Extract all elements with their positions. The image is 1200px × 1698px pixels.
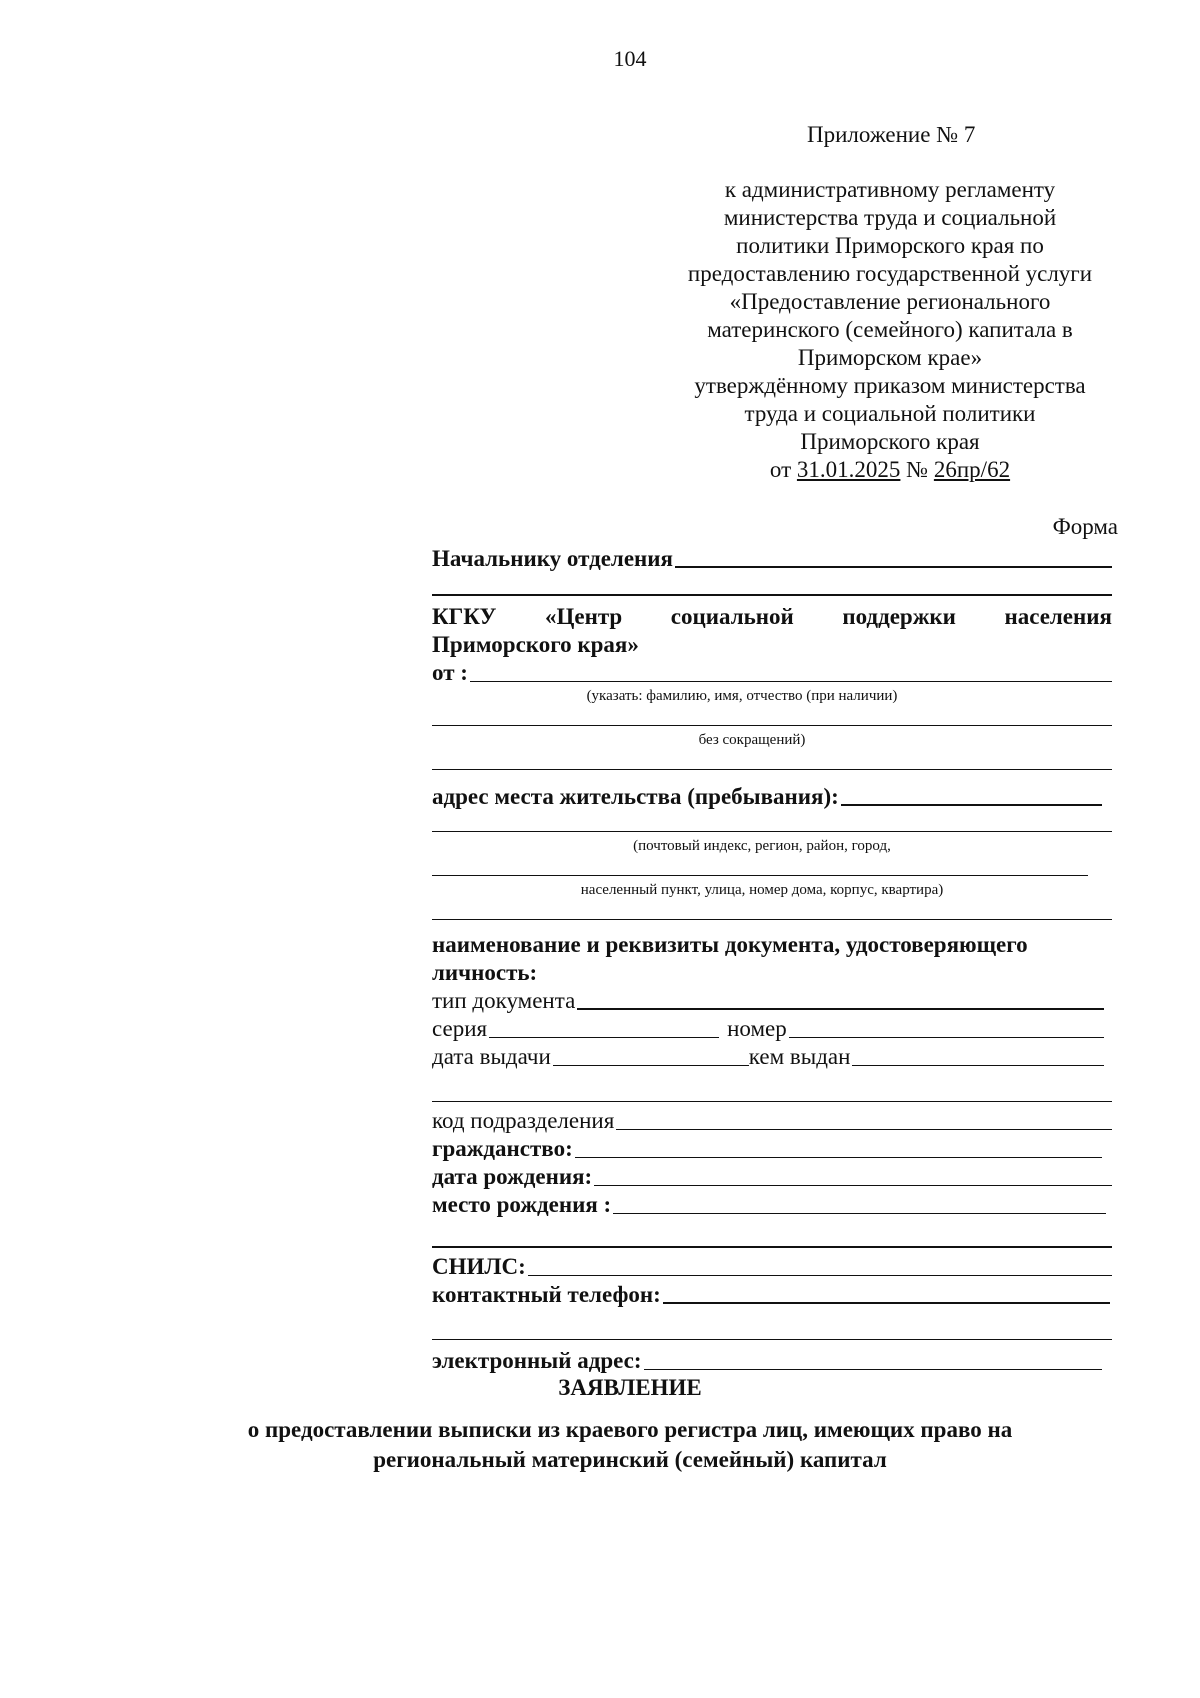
date-prefix: от: [769, 457, 792, 482]
issued-by-row-2: [432, 1070, 1112, 1106]
approval-line: предоставлению государственной услуги: [687, 261, 1093, 286]
email-label: электронный адрес:: [432, 1348, 642, 1373]
org-row: [432, 602, 1112, 630]
issue-row: [432, 1042, 1112, 1070]
issued-by-field-2[interactable]: [432, 1101, 1112, 1102]
address-row-2: [432, 810, 1112, 836]
approval-line: Приморском крае»: [797, 345, 983, 370]
appendix-title: Приложение № 7: [807, 122, 976, 147]
hint-fio: (указать: фамилию, имя, отчество (при наличии): [586, 688, 898, 704]
address-row-3: [432, 856, 1112, 880]
phone-row-2: [432, 1308, 1112, 1344]
id-doc-row-2: [432, 958, 1112, 986]
approval-line: к административному регламенту: [724, 177, 1056, 202]
address-field[interactable]: [841, 804, 1102, 806]
email-field[interactable]: [644, 1369, 1102, 1370]
fio-field-2[interactable]: [432, 725, 1112, 726]
head-label: Начальнику отделения: [432, 546, 673, 571]
approval-line: министерства труда и социальной: [723, 205, 1057, 230]
number-label: номер: [727, 1016, 787, 1041]
address-label: адрес места жительства (пребывания):: [432, 784, 839, 809]
from-label: от :: [432, 660, 468, 685]
birth-date-label: дата рождения:: [432, 1164, 593, 1189]
order-date: 31.01.2025: [796, 457, 901, 482]
snils-label: СНИЛС:: [432, 1254, 526, 1279]
head-field[interactable]: [675, 566, 1112, 568]
dept-code-row: [432, 1106, 1112, 1134]
doc-type-row: [432, 986, 1112, 1014]
head-row: [432, 544, 1112, 572]
hint-address-2: населенный пункт, улица, номер дома, корпус, квартира): [580, 882, 944, 898]
phone-row: [432, 1280, 1112, 1308]
doc-type-field[interactable]: [577, 1008, 1104, 1010]
order-number: 26пр/62: [933, 457, 1011, 482]
phone-field-2[interactable]: [432, 1339, 1112, 1340]
address-field-4[interactable]: [432, 919, 1112, 920]
org-word: поддержки: [842, 604, 956, 629]
doc-type-label: тип документа: [432, 988, 576, 1013]
birth-date-row: [432, 1162, 1112, 1190]
id-doc-row: [432, 924, 1112, 958]
snils-row: [432, 1252, 1112, 1280]
org-line-2: Приморского края»: [432, 632, 639, 657]
phone-label: контактный телефон:: [432, 1282, 661, 1307]
birth-place-row: [432, 1190, 1112, 1218]
snils-field[interactable]: [528, 1275, 1112, 1276]
hint-no-abbr: без сокращений): [698, 732, 806, 748]
applicant-form: [432, 544, 1112, 1374]
from-field[interactable]: [470, 681, 1112, 682]
birth-place-field[interactable]: [613, 1213, 1106, 1214]
issue-date-label: дата выдачи: [432, 1044, 551, 1069]
issue-date-field[interactable]: [553, 1065, 749, 1066]
hint-address-1: (почтовый индекс, регион, район, город,: [633, 838, 891, 854]
org-word: «Центр: [544, 604, 623, 629]
fio-row-2: [432, 706, 1112, 730]
series-label: серия: [432, 1016, 488, 1041]
org-word: КГКУ: [432, 604, 497, 629]
birth-place-label: место рождения :: [432, 1192, 612, 1217]
approval-block: [650, 176, 1130, 484]
fio-field-3[interactable]: [432, 769, 1112, 770]
approval-date-line: [650, 456, 1130, 484]
statement-subtitle-line: региональный материнский (семейный) капитал: [373, 1447, 887, 1472]
id-doc-label-2: личность:: [432, 960, 538, 985]
approval-line: утверждённому приказом министерства: [694, 373, 1086, 398]
issued-by-label: кем выдан: [748, 1044, 851, 1069]
dept-code-field[interactable]: [616, 1129, 1112, 1130]
id-doc-label: наименование и реквизиты документа, удостоверяющего: [432, 932, 1028, 957]
head-row-2: [432, 572, 1112, 600]
approval-line: «Предоставление регионального: [729, 289, 1051, 314]
number-prefix: №: [906, 457, 929, 482]
approval-line: политики Приморского края по: [736, 233, 1044, 258]
citizenship-field[interactable]: [575, 1157, 1102, 1158]
from-row: [432, 658, 1112, 686]
fio-row-3: [432, 750, 1112, 774]
citizenship-row: [432, 1134, 1112, 1162]
email-row: [432, 1344, 1112, 1374]
birth-place-field-2[interactable]: [432, 1246, 1112, 1248]
statement-title: ЗАЯВЛЕНИЕ: [558, 1375, 702, 1400]
address-row: [432, 774, 1112, 810]
statement-subtitle-line: о предоставлении выписки из краевого регистра лиц, имеющих право на: [247, 1417, 1013, 1442]
address-field-2[interactable]: [432, 831, 1112, 832]
address-field-3[interactable]: [432, 875, 1088, 876]
approval-line: труда и социальной политики: [744, 401, 1036, 426]
birth-date-field[interactable]: [594, 1185, 1112, 1186]
series-field[interactable]: [489, 1037, 719, 1038]
birth-place-row-2: [432, 1218, 1112, 1252]
issued-by-field[interactable]: [852, 1065, 1104, 1066]
statement-subtitle: [200, 1415, 1060, 1475]
org-row-2: [432, 630, 1112, 658]
number-field[interactable]: [789, 1037, 1104, 1038]
forma-label: Форма: [1052, 514, 1118, 539]
address-row-4: [432, 900, 1112, 924]
approval-line: материнского (семейного) капитала в: [707, 317, 1073, 342]
page-number: 104: [613, 46, 647, 71]
phone-field[interactable]: [663, 1302, 1110, 1304]
approval-line: Приморского края: [800, 429, 980, 454]
head-field-2[interactable]: [432, 594, 1112, 596]
series-row: [432, 1014, 1112, 1042]
dept-code-label: код подразделения: [432, 1108, 615, 1133]
org-word: населения: [1004, 604, 1112, 629]
citizenship-label: гражданство:: [432, 1136, 573, 1161]
org-word: социальной: [670, 604, 794, 629]
